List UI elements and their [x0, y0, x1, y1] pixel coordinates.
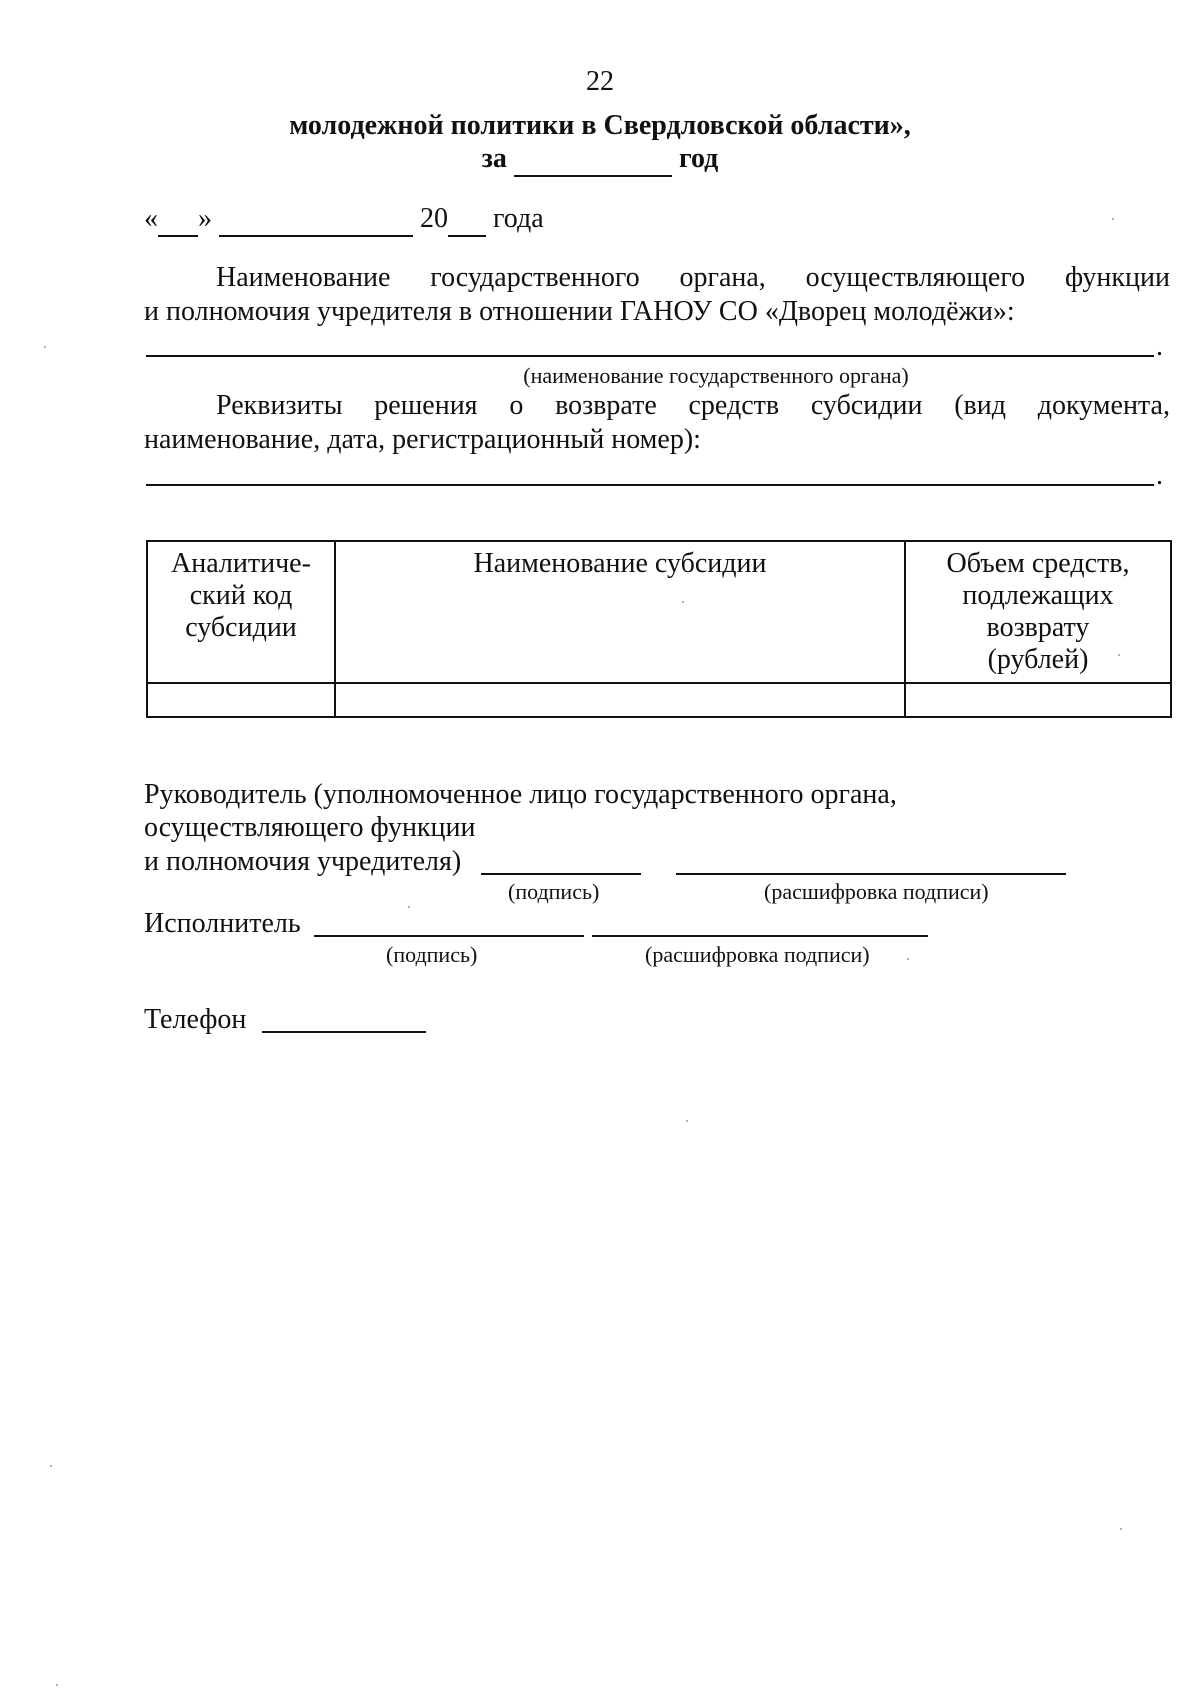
- scan-speck: [50, 1465, 52, 1467]
- word: Реквизиты: [216, 390, 343, 421]
- word: о: [509, 390, 524, 421]
- scan-speck: [44, 346, 46, 348]
- decision-paragraph-line2: наименование, дата, регистрационный номер):: [144, 424, 701, 455]
- scan-speck: [686, 1120, 688, 1122]
- word: органа,: [679, 262, 766, 293]
- header-return-amount: [905, 541, 1171, 683]
- open-quote: «: [144, 203, 158, 234]
- header-text: Наименование субсидии: [473, 548, 767, 579]
- organ-name-blank[interactable]: [146, 355, 1154, 357]
- head-signatory-line2: осуществляющего функции: [144, 812, 476, 843]
- header-text: Объем средств,: [946, 548, 1130, 579]
- header-text: (рублей): [987, 644, 1089, 675]
- table-header-row: [147, 541, 1171, 683]
- page-number: 22: [586, 66, 614, 97]
- report-year-line: [0, 143, 1200, 177]
- head-signature-blank[interactable]: [481, 873, 641, 875]
- organ-name-caption: (наименование государственного органа): [523, 363, 909, 388]
- word: функции: [1064, 262, 1170, 293]
- organ-paragraph-line1: [216, 262, 1170, 294]
- header-text: возврату: [986, 612, 1090, 643]
- phone-blank[interactable]: [262, 1031, 426, 1033]
- century: 20: [420, 203, 448, 234]
- head-signatory-line3: и полномочия учредителя): [144, 846, 462, 877]
- header-analytic-code: [147, 541, 335, 683]
- scan-speck: [1112, 218, 1114, 220]
- word: возврате: [555, 390, 657, 421]
- word: осуществляющего: [805, 262, 1026, 293]
- head-signature-caption: (подпись): [508, 879, 600, 904]
- header-text: ский код: [189, 580, 293, 611]
- head-decoding-caption: (расшифровка подписи): [764, 879, 989, 904]
- subsidy-table: [146, 540, 1172, 718]
- word: субсидии: [810, 390, 923, 421]
- year-prefix: за: [481, 143, 507, 174]
- header-text: субсидии: [185, 612, 297, 643]
- word: Наименование: [216, 262, 391, 293]
- scan-speck: [1120, 1528, 1122, 1530]
- line-period: .: [1156, 331, 1163, 362]
- header-subsidy-name: [335, 541, 905, 683]
- month-blank[interactable]: [219, 203, 413, 237]
- executor-decoding-blank[interactable]: [592, 935, 928, 937]
- year-end-blank[interactable]: [448, 203, 486, 237]
- executor-signature-caption: (подпись): [386, 942, 478, 967]
- word: средств: [688, 390, 780, 421]
- phone-label: Телефон: [144, 1004, 247, 1035]
- date-suffix: года: [493, 203, 544, 234]
- date-line: [144, 203, 544, 237]
- word: государственного: [430, 262, 640, 293]
- scan-speck: [1118, 654, 1120, 656]
- word: решения: [374, 390, 478, 421]
- close-quote: »: [198, 203, 212, 234]
- document-title: молодежной политики в Свердловской области»,: [289, 110, 911, 141]
- head-signatory-line1: Руководитель (уполномоченное лицо государственного органа,: [144, 779, 897, 810]
- executor-signature-blank[interactable]: [314, 935, 584, 937]
- scan-speck: [682, 601, 684, 603]
- head-decoding-blank[interactable]: [676, 873, 1066, 875]
- table-row: [147, 683, 1171, 717]
- cell-return-amount[interactable]: [905, 683, 1171, 717]
- scan-speck: [408, 906, 410, 908]
- cell-analytic-code[interactable]: [147, 683, 335, 717]
- header-text: подлежащих: [962, 580, 1114, 611]
- year-suffix: год: [678, 143, 719, 174]
- organ-paragraph-line2: и полномочия учредителя в отношении ГАНОУ СО «Дворец молодёжи»:: [144, 296, 1015, 327]
- executor-label: Исполнитель: [144, 908, 301, 939]
- executor-decoding-caption: (расшифровка подписи): [645, 942, 870, 967]
- line-period: .: [1156, 460, 1163, 491]
- word: документа,: [1037, 390, 1170, 421]
- day-blank[interactable]: [158, 203, 198, 237]
- word: (вид: [954, 390, 1006, 421]
- decision-details-blank[interactable]: [146, 484, 1154, 486]
- header-text: Аналитиче-: [171, 548, 311, 579]
- decision-paragraph-line1: [216, 390, 1170, 422]
- cell-subsidy-name[interactable]: [335, 683, 905, 717]
- year-blank[interactable]: [514, 143, 672, 177]
- scan-speck: [907, 958, 909, 960]
- scan-speck: [56, 1684, 58, 1686]
